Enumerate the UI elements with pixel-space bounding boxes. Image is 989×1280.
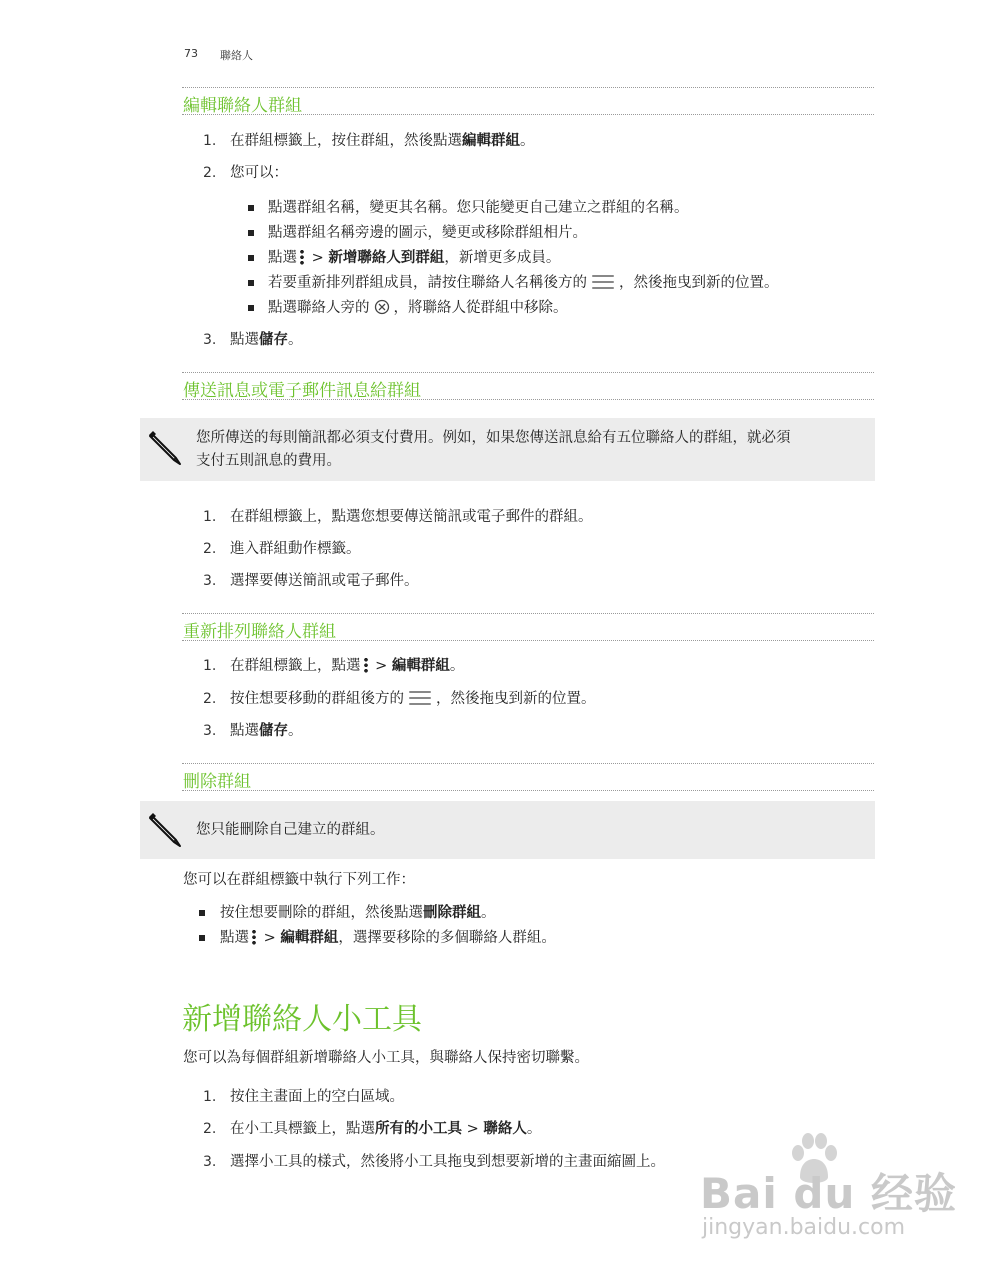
step-number: 1. — [203, 1089, 217, 1105]
watermark-url: jingyan.baidu.com — [702, 1215, 906, 1240]
paragraph: 您可以在群組標籤中執行下列工作： — [183, 872, 415, 888]
bullet-marker — [248, 305, 254, 311]
step-number: 2. — [203, 691, 217, 707]
section-divider — [182, 87, 874, 88]
step-text: 您可以： — [230, 165, 288, 181]
bullet-text: 點選群組名稱，變更其名稱。您只能變更自己建立之群組的名稱。 — [268, 200, 689, 216]
note-text: 您只能刪除自己建立的群組。 — [196, 822, 385, 838]
step-number: 2. — [203, 541, 217, 557]
remove-circle-icon — [374, 299, 390, 315]
step-number: 3. — [203, 1154, 217, 1170]
step-text: 在群組標籤上，按住群組，然後點選編輯群組。 — [230, 133, 535, 149]
section-divider — [182, 372, 874, 373]
kebab-menu-icon — [364, 657, 368, 673]
step-number: 2. — [203, 1121, 217, 1137]
bullet-marker — [248, 280, 254, 286]
paragraph: 您可以為每個群組新增聯絡人小工具，與聯絡人保持密切聯繫。 — [183, 1050, 589, 1066]
kebab-menu-icon — [300, 249, 304, 265]
step-number: 3. — [203, 332, 217, 348]
chapter-heading-widget: 新增聯絡人小工具 — [182, 1002, 422, 1037]
section-divider — [182, 763, 874, 764]
section-divider — [182, 399, 874, 400]
bullet-text: 點選 > 編輯群組，選擇要移除的多個聯絡人群組。 — [220, 930, 556, 946]
step-text: 選擇要傳送簡訊或電子郵件。 — [230, 573, 419, 589]
step-number: 1. — [203, 509, 217, 525]
kebab-menu-icon — [252, 929, 256, 945]
bullet-text: 若要重新排列群組成員，請按住聯絡人名稱後方的 ，然後拖曳到新的位置。 — [268, 275, 779, 291]
section-title-send-message: 傳送訊息或電子郵件訊息給群組 — [183, 381, 421, 401]
step-text: 點選儲存。 — [230, 723, 303, 739]
bullet-marker — [248, 205, 254, 211]
section-divider — [182, 114, 874, 115]
step-number: 2. — [203, 165, 217, 181]
drag-handle-icon — [591, 273, 615, 291]
section-divider — [182, 790, 874, 791]
note-text: 支付五則訊息的費用。 — [196, 453, 341, 469]
bullet-text: 點選 > 新增聯絡人到群組，新增更多成員。 — [268, 250, 561, 266]
chapter-title: 聯絡人 — [220, 49, 253, 62]
section-divider — [182, 613, 874, 614]
pencil-note-icon — [146, 810, 186, 850]
step-text: 在小工具標籤上，點選所有的小工具 > 聯絡人。 — [230, 1121, 542, 1137]
section-divider — [182, 640, 874, 641]
step-number: 3. — [203, 573, 217, 589]
bullet-text: 點選聯絡人旁的 ，將聯絡人從群組中移除。 — [268, 300, 568, 316]
page-number: 73 — [184, 47, 198, 60]
section-title-edit-group: 編輯聯絡人群組 — [183, 96, 302, 116]
step-text: 在群組標籤上，點選 > 編輯群組。 — [230, 658, 465, 674]
step-text: 進入群組動作標籤。 — [230, 541, 361, 557]
section-title-rearrange: 重新排列聯絡人群組 — [183, 622, 336, 642]
pencil-note-icon — [146, 428, 186, 468]
step-text: 按住主畫面上的空白區域。 — [230, 1089, 404, 1105]
bullet-text: 按住想要刪除的群組，然後點選刪除群組。 — [220, 905, 496, 921]
bullet-marker — [248, 255, 254, 261]
bullet-marker — [248, 230, 254, 236]
step-text: 選擇小工具的樣式，然後將小工具拖曳到想要新增的主畫面縮圖上。 — [230, 1154, 665, 1170]
step-text: 在群組標籤上，點選您想要傳送簡訊或電子郵件的群組。 — [230, 509, 593, 525]
step-text: 點選儲存。 — [230, 332, 303, 348]
step-number: 1. — [203, 133, 217, 149]
watermark-brand: Bai du 经验 — [700, 1169, 957, 1218]
bullet-marker — [199, 910, 205, 916]
drag-handle-icon — [408, 689, 432, 707]
note-text: 您所傳送的每則簡訊都必須支付費用。例如，如果您傳送訊息給有五位聯絡人的群組，就必須 — [196, 430, 791, 446]
bullet-marker — [199, 935, 205, 941]
section-title-delete-group: 刪除群組 — [183, 772, 251, 792]
bullet-text: 點選群組名稱旁邊的圖示，變更或移除群組相片。 — [268, 225, 587, 241]
step-number: 3. — [203, 723, 217, 739]
step-number: 1. — [203, 658, 217, 674]
watermark — [700, 1125, 957, 1245]
step-text: 按住想要移動的群組後方的 ，然後拖曳到新的位置。 — [230, 691, 596, 707]
